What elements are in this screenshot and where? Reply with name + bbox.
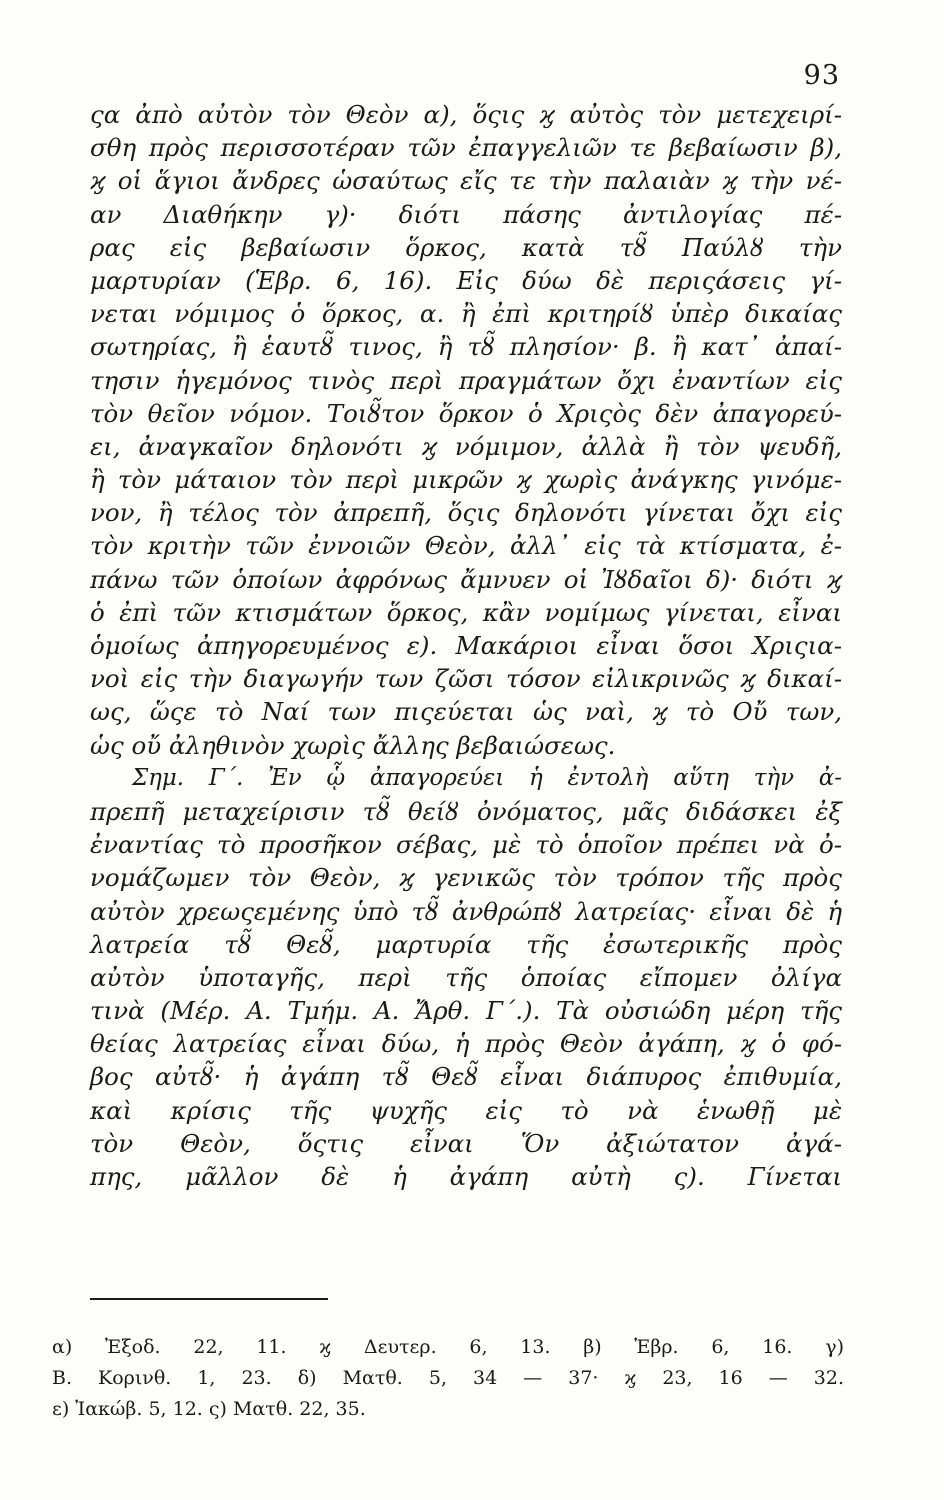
text-line: ει, ἀναγκαῖον δηλονότι ϗ νόμιμον, ἀλλὰ ἢ τὸν ψευδῆ, [90,431,842,461]
text-line: πάνω τῶν ὁποίων ἀφρόνως ἄμνυεν οἱ Ἰȣδαῖοι δ)· διότι ϗ [90,564,842,594]
text-line: αὐτὸν ὑποταγῆς, περὶ τῆς ὁποίας εἴπομεν ὀλίγα [90,962,842,992]
text-line: θείας λατρείας εἶναι δύω, ἡ πρὸς Θεὸν ἀγάπη, ϗ ὁ φό- [90,1029,842,1059]
text-line: αν Διαθήκην γ)· διότι πάσης ἀντιλογίας πέ- [90,199,842,229]
footnote-line: Β. Κορινθ. 1, 23. δ) Ματθ. 5, 34 — 37· ϗ 23, 16 — 32. [52,1367,844,1389]
text-line: ἢ τὸν μάταιον τὸν περὶ μικρῶν ϗ χωρὶς ἀνάγκης γινόμε- [90,465,842,495]
text-line: νομάζωμεν τὸν Θεὸν, ϗ γενικῶς τὸν τρόπον τῆς πρὸς [90,863,842,893]
text-line: βος αὐτȣ̃· ἡ ἀγάπη τȣ̃ Θεȣ̃ εἶναι διάπυρος ἐπιθυμία, [90,1062,842,1092]
footnotes [52,1332,844,1425]
text-line: ὡς οὔ ἀληθινὸν χωρὶς ἄλλης βεβαιώσεως. [90,730,616,760]
footnote-line: ε) Ἰακώβ. 5, 12. ς) Ματθ. 22, 35. [52,1398,366,1420]
text-line: πης, μᾶλλον δὲ ἡ ἀγάπη αὐτὴ ς). Γίνεται [90,1162,842,1191]
text-line: τινὰ (Μέρ. Α. Τμήμ. Α. Ἄρθ. Γ΄.). Τὰ οὐσιώδη μέρη τῆς [90,996,842,1026]
text-line: αὐτὸν χρεωςεμένης ὑπὸ τȣ̃ ἀνθρώπȣ λατρείας· εἶναι δὲ ἡ [90,896,842,926]
text-line: καὶ κρίσις τῆς ψυχῆς εἰς τὸ νὰ ἑνωθῇ μὲ [90,1095,842,1125]
text-line: τὸν θεῖον νόμον. Τοιȣ̃τον ὅρκον ὁ Χριςὸς δὲν ἀπαγορεύ- [90,398,842,428]
text-line: ὁ ἐπὶ τῶν κτισμάτων ὅρκος, κἂν νομίμως γίνεται, εἶναι [90,597,842,627]
text-line: τὸν Θεὸν, ὅςτις εἶναι Ὅν ἀξιώτατον ἀγά- [90,1128,842,1158]
text-line: ως, ὥςε τὸ Ναί των πιςεύεται ὡς ναὶ, ϗ τὸ Οὔ των, [90,697,842,727]
text-line: τησιν ἡγεμόνος τινὸς περὶ πραγμάτων ὄχι ἐναντίων εἰς [90,365,842,395]
text-line: σωτηρίας, ἢ ἑαυτȣ̃ τινος, ἢ τȣ̃ πλησίον· β. ἢ κατ᾽ ἀπαί- [90,332,842,362]
text-line: ϗ οἱ ἅγιοι ἄνδρες ὡσαύτως εἴς τε τὴν παλαιὰν ϗ τὴν νέ- [90,166,842,196]
text-line: ρας εἰς βεβαίωσιν ὅρκος, κατὰ τȣ̃ Παύλȣ τὴν [90,232,842,262]
page-number: 93 [803,60,840,91]
footnote-line: α) Ἐξοδ. 22, 11. ϗ Δευτερ. 6, 13. β) Ἑβρ. 6, 16. γ) [52,1336,844,1358]
text-line: ἐναντίας τὸ προσῆκον σέβας, μὲ τὸ ὁποῖον πρέπει νὰ ὀ- [90,830,842,860]
text-line: μαρτυρίαν (Ἑβρ. 6, 16). Εἰς δύω δὲ περιςάσεις γί- [90,265,842,295]
text-line: νον, ἢ τέλος τὸν ἀπρεπῆ, ὅςις δηλονότι γίνεται ὄχι εἰς [90,498,842,528]
text-line: ὁμοίως ἀπηγορευμένος ε). Μακάριοι εἶναι ὅσοι Χριςια- [90,631,842,660]
text-line: νεται νόμιμος ὁ ὅρκος, α. ἢ ἐπὶ κριτηρίȣ ὑπὲρ δικαίας [90,299,842,329]
text-line: τὸν κριτὴν τῶν ἐννοιῶν Θεὸν, ἀλλ᾽ εἰς τὰ κτίσματα, ἐ- [90,531,842,561]
text-line: Σημ. Γ΄. Ἐν ᾧ ἀπαγορεύει ἡ ἐντολὴ αὕτη τὴν ἀ- [132,764,842,791]
text-line: πρεπῆ μεταχείρισιν τȣ̃ θείȣ ὀνόματος, μᾶς διδάσκει ἐξ [90,796,842,826]
text-line: σθη πρὸς περισσοτέραν τῶν ἐπαγγελιῶν τε βεβαίωσιν β), [90,133,842,163]
text-line: λατρεία τȣ̃ Θεȣ̃, μαρτυρία τῆς ἐσωτερικῆς πρὸς [90,929,842,959]
text-line: νοὶ εἰς τὴν διαγωγήν των ζῶσι τόσον εἰλικρινῶς ϗ δικαί- [90,664,842,694]
body-text [90,98,842,1193]
footnote-rule [90,1298,328,1300]
text-line: ςα ἀπὸ αὐτὸν τὸν Θεὸν α), ὅςις ϗ αὐτὸς τὸν μετεχειρί- [90,100,842,129]
